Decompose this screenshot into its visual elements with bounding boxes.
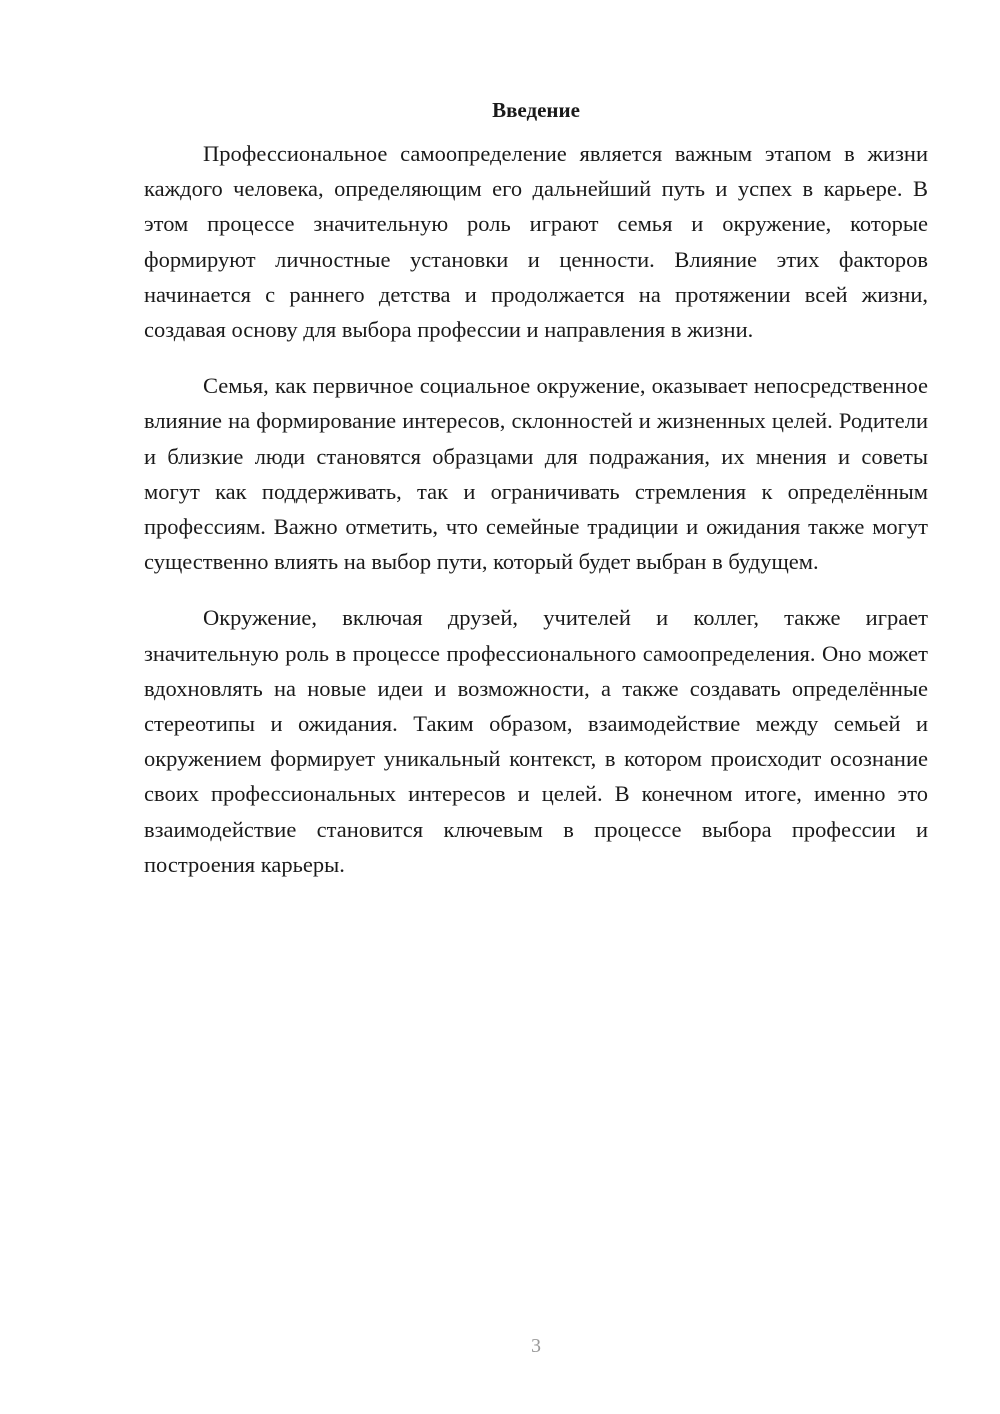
- section-title: Введение: [492, 98, 580, 122]
- page-number: 3: [531, 1335, 541, 1357]
- paragraph-2: Семья, как первичное социальное окружение, оказывает непосредственное влияние на формирование интересов, склонностей и жизненных целей. Родители и близкие люди становятся образцами для подражания, их мнения и советы могут как поддерживать, так и ограничивать стремления к определённым профессиям. Важно отметить, что семейные традиции и ожидания также могут существенно влиять на выбор пути, который будет выбран в будущем.: [144, 373, 928, 575]
- paragraph-1: Профессиональное самоопределение является важным этапом в жизни каждого человека, определяющим его дальнейший путь и успех в карьере. В этом процессе значительную роль играют семья и окружение, которые формируют личностные установки и ценности. Влияние этих факторов начинается с раннего детства и продолжается на протяжении всей жизни, создавая основу для выбора профессии и направления в жизни.: [144, 141, 928, 343]
- paragraph-3: Окружение, включая друзей, учителей и коллег, также играет значительную роль в процессе профессионального самоопределения. Оно может вдохновлять на новые идеи и возможности, а также создавать определённые стереотипы и ожидания. Таким образом, взаимодействие между семьей и окружением формирует уникальный контекст, в котором происходит осознание своих профессиональных интересов и целей. В конечном итоге, именно это взаимодействие становится ключевым в процессе выбора профессии и построения карьеры.: [144, 605, 928, 877]
- page-content: [144, 92, 928, 903]
